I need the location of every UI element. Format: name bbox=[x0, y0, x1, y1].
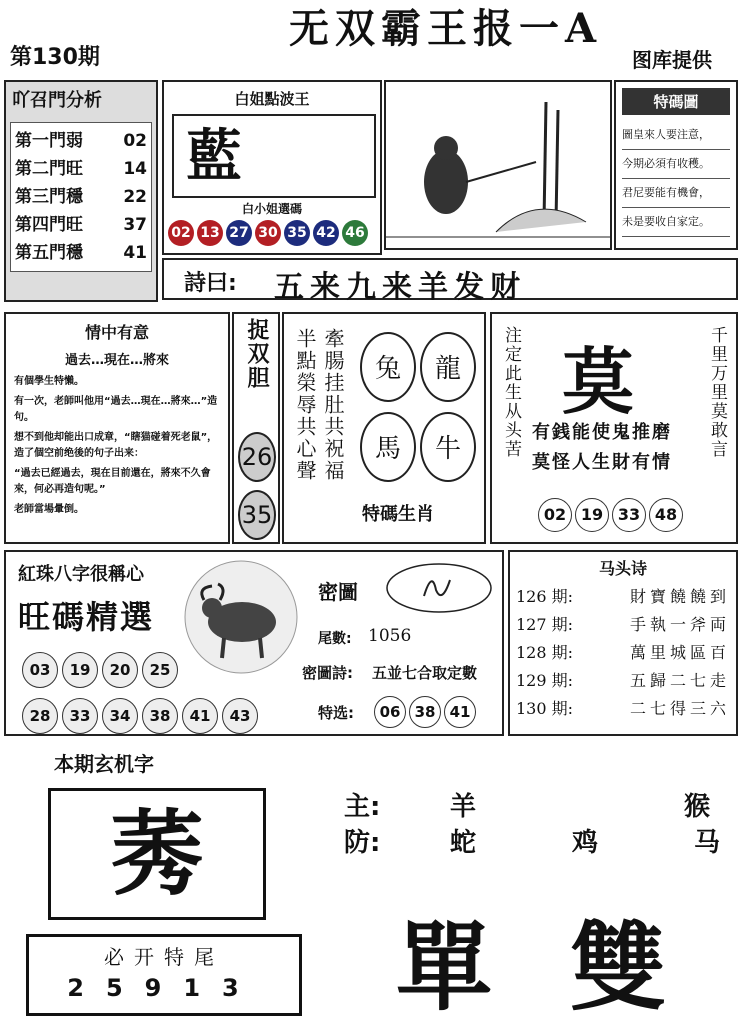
red-ball: 20 bbox=[102, 652, 138, 688]
provider-label: 图库提供 bbox=[632, 48, 712, 72]
capture-number: 35 bbox=[238, 490, 276, 540]
special-ball: 38 bbox=[409, 696, 441, 728]
special-ball: 41 bbox=[444, 696, 476, 728]
horse-poem-line bbox=[516, 611, 730, 639]
horse-poem-text: 手執一斧両 bbox=[629, 615, 730, 634]
horse-poem-text: 五歸二七走 bbox=[629, 671, 730, 690]
horse-poem-text: 萬里城區百 bbox=[629, 643, 730, 662]
mystery-char-box bbox=[48, 788, 266, 920]
red-ball: 41 bbox=[182, 698, 218, 734]
mo-ball: 19 bbox=[575, 498, 609, 532]
mystery-title: 本期玄机字 bbox=[54, 752, 154, 776]
horse-poem-line bbox=[516, 639, 730, 667]
mo-right-vertical: 千里万里莫敢言 bbox=[707, 326, 727, 459]
door-analysis-rows bbox=[10, 122, 152, 272]
story-paragraph: “過去已經過去，現在目前還在，將來不久會來，何必再造句呢。” bbox=[14, 468, 211, 495]
secret-title: 密圖 bbox=[318, 580, 358, 604]
special-code-line: 未是要收自家定。 bbox=[622, 208, 730, 237]
wave-ball-row bbox=[168, 220, 371, 246]
defense-item: 马 bbox=[693, 828, 720, 858]
capture-title: 捉双胆 bbox=[244, 318, 269, 390]
red-ball-row-2 bbox=[22, 698, 262, 734]
mystery-char: 莠 bbox=[110, 800, 203, 908]
mo-line-2: 莫怪人生財有情 bbox=[532, 452, 672, 473]
red-ball: 28 bbox=[22, 698, 58, 734]
door-analysis-row bbox=[15, 155, 147, 183]
special-pick-balls bbox=[374, 696, 479, 728]
tail-numbers: 25913 bbox=[67, 974, 261, 1002]
wave-main-char: 藍 bbox=[186, 123, 242, 189]
door-analysis-row bbox=[15, 211, 147, 239]
wave-ball: 46 bbox=[342, 220, 368, 246]
wave-ball: 35 bbox=[284, 220, 310, 246]
main-item: 猴 bbox=[683, 792, 710, 822]
horse-poem-issue: 130 期: bbox=[516, 699, 574, 718]
red-ball: 33 bbox=[62, 698, 98, 734]
story-paragraph: 想不到他却能出口成章，“瞎猫碰着死老鼠”，造了個空前绝後的句子出来： bbox=[14, 432, 218, 459]
zodiac-animal: 龍 bbox=[420, 332, 476, 402]
red-ball: 38 bbox=[142, 698, 178, 734]
double-char: 雙 bbox=[570, 911, 666, 1024]
bottom-section bbox=[4, 742, 738, 1024]
horse-poem-issue: 126 期: bbox=[516, 587, 574, 606]
special-pick-label: 特选: bbox=[318, 704, 354, 722]
door-value: 41 bbox=[123, 243, 147, 263]
horse-poem-issue: 129 期: bbox=[516, 671, 574, 690]
ox-illustration bbox=[182, 558, 300, 676]
horse-poem-panel bbox=[508, 550, 738, 736]
capture-panel bbox=[232, 312, 280, 544]
wave-ball: 13 bbox=[197, 220, 223, 246]
capture-number: 26 bbox=[238, 432, 276, 482]
tail-title: 必开特尾 bbox=[104, 945, 224, 969]
defense-item: 蛇 bbox=[450, 828, 477, 858]
story-subtitle: 過去…現在…將來 bbox=[64, 353, 169, 368]
horse-poem-issue: 128 期: bbox=[516, 643, 574, 662]
story-title: 情中有意 bbox=[84, 323, 149, 342]
special-code-line: 今期必須有收穫。 bbox=[622, 150, 730, 179]
special-code-line: 君尼要能有機會， bbox=[622, 179, 730, 208]
main-label: 主: bbox=[344, 792, 381, 822]
defense-item: 鸡 bbox=[571, 828, 598, 858]
mo-big-char: 莫 bbox=[562, 339, 635, 424]
door-value: 37 bbox=[123, 215, 147, 235]
door-value: 14 bbox=[123, 159, 147, 179]
defense-items bbox=[450, 822, 720, 859]
story-panel bbox=[4, 312, 230, 544]
door-value: 22 bbox=[123, 187, 147, 207]
red-ball-panel bbox=[4, 550, 504, 736]
door-analysis-row bbox=[15, 127, 147, 155]
red-ball: 03 bbox=[22, 652, 58, 688]
poem-banner-text: 五来九来羊发财 bbox=[274, 270, 526, 305]
secret-poem-value: 五並七合取定數 bbox=[372, 664, 478, 682]
issue-number: 第130期 bbox=[10, 45, 100, 70]
secret-poem-label: 密圖詩: bbox=[302, 664, 353, 682]
capture-numbers bbox=[238, 432, 276, 548]
red-ball: 43 bbox=[222, 698, 258, 734]
wave-ball: 27 bbox=[226, 220, 252, 246]
door-label: 第一門弱 bbox=[15, 131, 83, 151]
wave-ball: 02 bbox=[168, 220, 194, 246]
wave-title: 白姐點波王 bbox=[234, 90, 310, 108]
tail-box bbox=[26, 934, 302, 1016]
horse-poem-text: 財寶饒饒到 bbox=[629, 587, 730, 606]
mo-ball-row bbox=[538, 498, 686, 532]
mo-panel bbox=[490, 312, 738, 544]
special-code-lines bbox=[616, 121, 736, 237]
zodiac-animal: 牛 bbox=[420, 412, 476, 482]
zodiac-col-1: 半點榮辱共心聲 bbox=[293, 328, 317, 482]
horse-poem-title: 马头诗 bbox=[598, 559, 647, 578]
red-ball-title: 旺碼精選 bbox=[18, 598, 155, 636]
zodiac-animal: 兔 bbox=[360, 332, 416, 402]
zodiac-poem-panel bbox=[282, 312, 486, 544]
red-ball: 19 bbox=[62, 652, 98, 688]
illustration-panel bbox=[384, 80, 612, 250]
door-analysis-row bbox=[15, 183, 147, 211]
wave-main-box bbox=[172, 114, 376, 198]
red-ball: 34 bbox=[102, 698, 138, 734]
poem-banner-label: 詩曰: bbox=[184, 271, 237, 296]
door-label: 第二門旺 bbox=[15, 159, 83, 179]
special-code-line: 圖皇來人要注意， bbox=[622, 121, 730, 150]
single-char: 單 bbox=[396, 911, 492, 1024]
story-paragraph: 老師當場暈倒。 bbox=[14, 504, 84, 515]
wave-subtitle: 白小姐選碼 bbox=[241, 202, 302, 216]
zodiac-col-2: 牽腸挂肚共祝福 bbox=[321, 328, 345, 482]
main-items bbox=[450, 786, 710, 823]
horse-poem-issue: 127 期: bbox=[516, 615, 574, 634]
zodiac-animal-grid bbox=[358, 332, 482, 492]
page-title: 无双霸王报一A bbox=[288, 5, 603, 52]
mo-line-1: 有銭能使鬼推磨 bbox=[532, 422, 672, 443]
horse-poem-line bbox=[516, 667, 730, 695]
wave-ball: 42 bbox=[313, 220, 339, 246]
door-analysis-row bbox=[15, 239, 147, 267]
door-label: 第三門穩 bbox=[15, 187, 83, 207]
door-label: 第四門旺 bbox=[15, 215, 83, 235]
zodiac-animal: 馬 bbox=[360, 412, 416, 482]
defense-label: 防: bbox=[344, 828, 381, 858]
door-label: 第五門穩 bbox=[15, 243, 83, 263]
red-ball-row-1 bbox=[22, 652, 182, 688]
special-code-title: 特碼圖 bbox=[622, 88, 730, 115]
red-ball-slogan: 紅珠八字很稱心 bbox=[18, 564, 144, 585]
main-item: 羊 bbox=[450, 792, 477, 822]
secret-tail-value: 1056 bbox=[368, 626, 412, 646]
story-paragraph: 有一次，老師叫他用“過去…現在…將來…”造句。 bbox=[14, 396, 218, 423]
story-body bbox=[14, 374, 220, 518]
story-paragraph: 有個學生特懶。 bbox=[14, 376, 84, 387]
red-ball: 25 bbox=[142, 652, 178, 688]
mo-ball: 33 bbox=[612, 498, 646, 532]
horse-poem-lines bbox=[510, 579, 736, 723]
horse-poem-text: 二七得三六 bbox=[629, 699, 730, 718]
special-code-panel bbox=[614, 80, 738, 250]
mo-ball: 02 bbox=[538, 498, 572, 532]
wave-ball: 30 bbox=[255, 220, 281, 246]
mo-ball: 48 bbox=[649, 498, 683, 532]
bear-illustration bbox=[386, 82, 610, 248]
special-ball: 06 bbox=[374, 696, 406, 728]
door-value: 02 bbox=[123, 131, 147, 151]
secret-signature-icon bbox=[384, 560, 494, 616]
mo-left-vertical: 注定此生从头苦 bbox=[501, 326, 521, 459]
secret-tail-label: 尾數: bbox=[318, 631, 352, 647]
horse-poem-line bbox=[516, 583, 730, 611]
zodiac-label: 特碼生肖 bbox=[362, 504, 434, 525]
door-analysis-panel bbox=[4, 80, 158, 302]
horse-poem-line bbox=[516, 695, 730, 723]
poem-banner bbox=[162, 258, 738, 305]
door-analysis-title: 吖召門分析 bbox=[12, 90, 102, 111]
wave-panel bbox=[162, 80, 382, 255]
